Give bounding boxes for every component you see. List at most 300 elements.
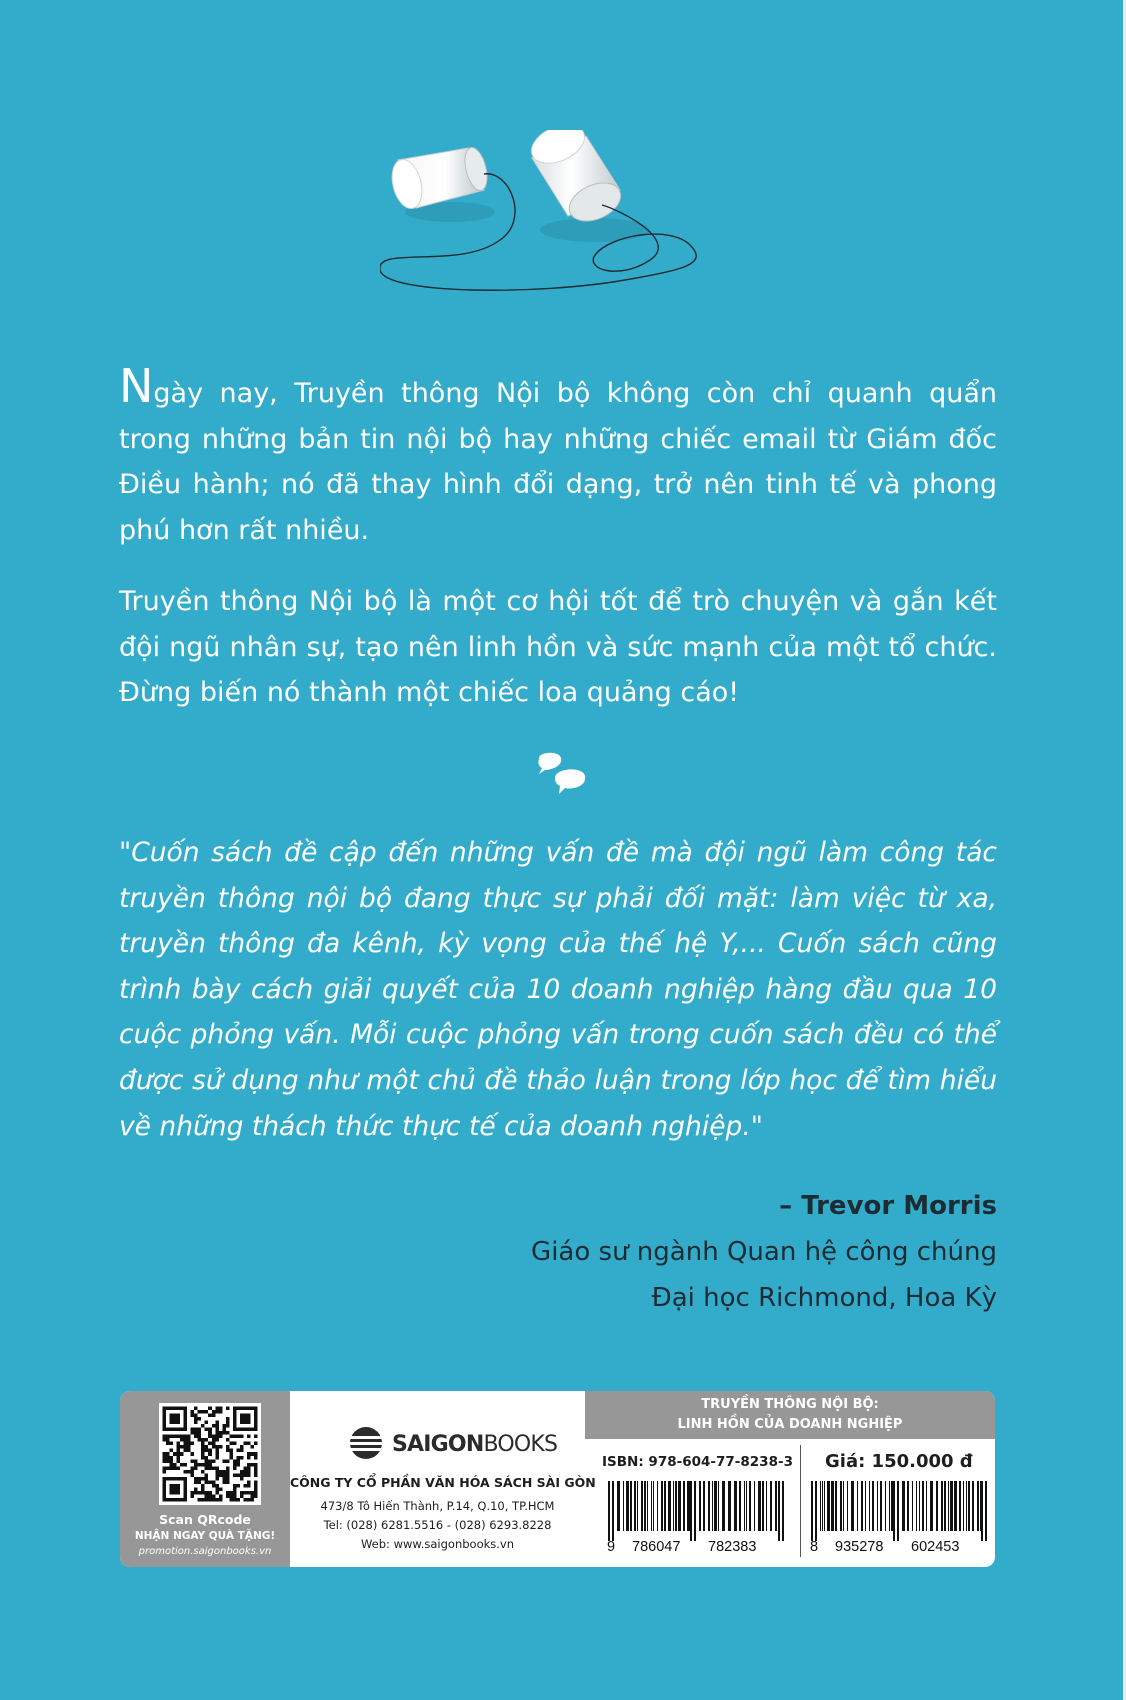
qr-module (194, 1417, 198, 1421)
qr-module (215, 1487, 219, 1491)
publisher-address: 473/8 Tô Hiến Thành, P.14, Q.10, TP.HCM (320, 1499, 555, 1513)
qr-module (240, 1435, 244, 1439)
barcode-bar (664, 1481, 666, 1531)
qr-module (170, 1442, 174, 1446)
qr-module (240, 1477, 244, 1481)
qr-module (254, 1466, 258, 1470)
publisher-info-box (120, 1391, 995, 1567)
qr-module (226, 1480, 230, 1484)
qr-module (236, 1498, 240, 1502)
qr-module (215, 1466, 219, 1470)
qr-module (226, 1438, 230, 1442)
barcode-guard-bar (690, 1481, 692, 1541)
qr-module (194, 1431, 198, 1435)
barcode-bar (835, 1481, 837, 1531)
qr-module (208, 1452, 212, 1456)
qr-module (247, 1480, 251, 1484)
qr-module (215, 1438, 219, 1442)
qr-module (198, 1410, 202, 1414)
barcode-guard-bar (782, 1481, 784, 1541)
qr-module (205, 1410, 209, 1414)
qr-module (205, 1477, 209, 1481)
qr-module (226, 1445, 230, 1449)
qr-module (254, 1487, 258, 1491)
qr-module (180, 1438, 184, 1442)
qr-module (201, 1491, 205, 1495)
book-title-line1: TRUYỀN THÔNG NỘI BỘ: (701, 1397, 879, 1412)
qr-module (198, 1480, 202, 1484)
qr-module (233, 1487, 237, 1491)
barcode-bar (948, 1481, 949, 1531)
barcode-bar (891, 1481, 893, 1531)
price-barcode-icon (805, 1481, 990, 1541)
qr-module (212, 1466, 216, 1470)
qr-module (170, 1463, 174, 1467)
qr-module (240, 1445, 244, 1449)
qr-module (247, 1452, 251, 1456)
qr-module (208, 1435, 212, 1439)
barcode-bar (766, 1481, 767, 1531)
qr-module (243, 1470, 247, 1474)
qr-module (194, 1477, 198, 1481)
qr-module (212, 1480, 216, 1484)
qr-module (212, 1414, 216, 1418)
qr-module (201, 1410, 205, 1414)
barcode-bar (936, 1481, 938, 1531)
qr-module (219, 1473, 223, 1477)
barcode-bar (683, 1481, 685, 1531)
qr-module (212, 1442, 216, 1446)
qr-module (212, 1410, 216, 1414)
barcode-bar (968, 1481, 970, 1531)
qr-module (194, 1491, 198, 1495)
qr-module (180, 1452, 184, 1456)
qr-module (222, 1424, 226, 1428)
qr-module (215, 1410, 219, 1414)
qr-module (208, 1466, 212, 1470)
barcode-bar (775, 1481, 777, 1531)
qr-module (236, 1449, 240, 1453)
barcode-guard-bar (811, 1481, 813, 1541)
qr-module (205, 1463, 209, 1467)
qr-module (184, 1470, 188, 1474)
qr-module (205, 1449, 209, 1453)
qr-module (215, 1470, 219, 1474)
qr-module (177, 1466, 181, 1470)
barcode-bar (653, 1481, 654, 1531)
qr-module (201, 1445, 205, 1449)
barcode-bar (831, 1481, 834, 1531)
barcode-bar (922, 1481, 924, 1531)
qr-module (173, 1466, 177, 1470)
qr-module (229, 1449, 233, 1453)
barcode-bar (728, 1481, 731, 1531)
barcode-bar (770, 1481, 772, 1531)
testimonial-quote: "Cuốn sách đề cập đến những vấn đề mà đội ngũ làm công tác truyền thông nội bộ đang thực sự phải đối mặt: làm việc từ xa, truyền thông đa kênh, kỳ vọng của thế hệ Y,... Cuốn sách cũng trình bày cách giải quyết của 10 doanh nghiệp hàng đầu qua 10 cuộc phỏng vấn. Mỗi cuộc phỏng vấn trong cuốn sách đều có thể được sử dụng như một chủ đề thảo luận trong lớp học để tìm hiểu về những thách thức thực tế của doanh nghiệp." (119, 837, 997, 1142)
qr-module (205, 1491, 209, 1495)
qr-module (187, 1445, 191, 1449)
qr-module (173, 1452, 177, 1456)
barcode-bar (744, 1481, 745, 1531)
qr-module (212, 1435, 216, 1439)
barcode-bar (861, 1481, 863, 1531)
barcode-bar (889, 1481, 890, 1531)
isbn-barcode-icon (602, 1481, 787, 1541)
barcode2-left-digits: 935278 (835, 1539, 884, 1555)
qr-module (254, 1491, 258, 1495)
barcode-bar (746, 1481, 747, 1531)
qr-module (208, 1449, 212, 1453)
isbn-label: ISBN: 978-604-77-8238-3 (602, 1454, 793, 1470)
qr-module (212, 1438, 216, 1442)
qr-module (198, 1438, 202, 1442)
qr-module (201, 1487, 205, 1491)
qr-module (177, 1445, 181, 1449)
qr-module (184, 1445, 188, 1449)
barcode-bar (869, 1481, 870, 1531)
qr-module (247, 1442, 251, 1446)
qr-module (166, 1459, 170, 1463)
qr-module (177, 1449, 181, 1453)
barcode-bar (754, 1481, 755, 1531)
qr-module (177, 1456, 181, 1460)
qr-module (194, 1480, 198, 1484)
qr-module (250, 1452, 254, 1456)
qr-module (226, 1421, 230, 1425)
qr-module (194, 1435, 198, 1439)
qr-module (226, 1407, 230, 1411)
qr-module (236, 1435, 240, 1439)
publisher-panel (290, 1391, 596, 1567)
qr-module (219, 1435, 223, 1439)
qr-module (208, 1428, 212, 1432)
qr-module (191, 1452, 195, 1456)
qr-module (191, 1470, 195, 1474)
qr-module (194, 1428, 198, 1432)
qr-module (187, 1438, 191, 1442)
qr-module (226, 1424, 230, 1428)
barcode-bar (822, 1481, 823, 1531)
logo-bold-text: SAIGON (392, 1432, 484, 1457)
qr-module (201, 1438, 205, 1442)
qr-module (219, 1431, 223, 1435)
qr-module (233, 1491, 237, 1495)
qr-module (236, 1456, 240, 1460)
barcode-bar (912, 1481, 913, 1531)
qr-module (247, 1484, 251, 1488)
qr-module (180, 1463, 184, 1467)
qr-module (163, 1466, 167, 1470)
qr-module (229, 1498, 233, 1502)
qr-module (229, 1456, 233, 1460)
qr-module (184, 1442, 188, 1446)
qr-module (191, 1494, 195, 1498)
qr-module (254, 1463, 258, 1467)
qr-finder-core (170, 1484, 181, 1495)
barcode-bar (941, 1481, 943, 1531)
qr-module (233, 1463, 237, 1467)
barcode-bar (885, 1481, 886, 1531)
qr-module (163, 1456, 167, 1460)
barcode1-lead-digit: 9 (607, 1539, 616, 1555)
barcode-bar (661, 1481, 663, 1531)
qr-module (166, 1466, 170, 1470)
barcode-bar (630, 1481, 632, 1531)
qr-module (208, 1491, 212, 1495)
qr-module (205, 1438, 209, 1442)
qr-module (201, 1470, 205, 1474)
qr-module (194, 1463, 198, 1467)
intro-paragraph-text: gày nay, Truyền thông Nội bộ không còn chỉ quanh quẩn trong những bản tin nội bộ hay những chiếc email từ Giám đốc Điều hành; nó đã thay hình đổi dạng, trở nên tinh tế và phong phú hơn rất nhiều. (119, 378, 997, 546)
qr-module (222, 1428, 226, 1432)
qr-module (205, 1428, 209, 1432)
barcode-bar (657, 1481, 658, 1531)
qr-module (187, 1449, 191, 1453)
barcode-bar (626, 1481, 629, 1531)
qr-panel (120, 1391, 290, 1567)
qr-scan-label: Scan QRcode (159, 1512, 251, 1527)
qr-module (194, 1487, 198, 1491)
qr-module (222, 1477, 226, 1481)
qr-module (243, 1484, 247, 1488)
barcode-bar (749, 1481, 751, 1531)
barcode1-left-digits: 786047 (632, 1539, 681, 1555)
qr-module (247, 1498, 251, 1502)
qr-module (243, 1442, 247, 1446)
qr-module (198, 1477, 202, 1481)
qr-module (198, 1431, 202, 1435)
qr-module (198, 1417, 202, 1421)
barcode-bar (714, 1481, 717, 1531)
qr-module (219, 1498, 223, 1502)
qr-module (191, 1431, 195, 1435)
qr-module (233, 1435, 237, 1439)
barcode-bar (865, 1481, 866, 1531)
qr-module (208, 1459, 212, 1463)
qr-module (226, 1473, 230, 1477)
barcode-bar (687, 1481, 690, 1531)
barcode-bar (907, 1481, 909, 1531)
qr-module (163, 1459, 167, 1463)
qr-module (177, 1435, 181, 1439)
barcode-bar (827, 1481, 830, 1531)
qr-module (247, 1473, 251, 1477)
qr-module (166, 1435, 170, 1439)
qr-module (180, 1445, 184, 1449)
barcode-bar (647, 1481, 648, 1531)
barcode-bar (678, 1481, 681, 1531)
qr-module (243, 1473, 247, 1477)
qr-module (254, 1484, 258, 1488)
qr-module (177, 1442, 181, 1446)
barcode-bar (718, 1481, 719, 1531)
barcode-bar (623, 1481, 624, 1531)
qr-module (219, 1445, 223, 1449)
qr-module (205, 1421, 209, 1425)
qr-module (240, 1449, 244, 1453)
barcode-bar (762, 1481, 764, 1531)
barcode-bar (675, 1481, 677, 1531)
qr-module (215, 1435, 219, 1439)
qr-module (184, 1438, 188, 1442)
qr-module (215, 1424, 219, 1428)
qr-module (247, 1463, 251, 1467)
qr-module (247, 1435, 251, 1439)
publisher-company: CÔNG TY CỔ PHẦN VĂN HÓA SÁCH SÀI GÒN (290, 1475, 596, 1490)
qr-module (250, 1498, 254, 1502)
qr-module (219, 1487, 223, 1491)
qr-module (208, 1480, 212, 1484)
divider (800, 1445, 801, 1557)
qr-module (233, 1473, 237, 1477)
qr-module (229, 1442, 233, 1446)
qr-module (254, 1452, 258, 1456)
qr-module (205, 1480, 209, 1484)
qr-module (194, 1466, 198, 1470)
barcode-bar (919, 1481, 920, 1531)
barcode-bar (644, 1481, 646, 1531)
publisher-web: Web: www.saigonbooks.vn (360, 1537, 515, 1551)
qr-module (184, 1449, 188, 1453)
qr-module (191, 1414, 195, 1418)
qr-module (250, 1494, 254, 1498)
qr-module (236, 1459, 240, 1463)
qr-module (222, 1480, 226, 1484)
qr-module (212, 1424, 216, 1428)
barcode-guard-bar (694, 1481, 696, 1541)
qr-url-label: promotion.saigonbooks.vn (138, 1546, 272, 1557)
qr-module (229, 1452, 233, 1456)
barcode-bar (950, 1481, 953, 1531)
qr-module (240, 1470, 244, 1474)
qr-module (236, 1473, 240, 1477)
barcode-guard-bar (893, 1481, 895, 1541)
book-info-panel (585, 1391, 995, 1567)
qr-module (191, 1473, 195, 1477)
qr-module (243, 1491, 247, 1495)
qr-module (236, 1484, 240, 1488)
qr-module (243, 1498, 247, 1502)
qr-module (226, 1477, 230, 1481)
qr-module (254, 1442, 258, 1446)
qr-module (226, 1470, 230, 1474)
qr-module (254, 1480, 258, 1484)
qr-module (222, 1470, 226, 1474)
qr-module (215, 1431, 219, 1435)
barcode-bar (712, 1481, 713, 1531)
qr-module (187, 1435, 191, 1439)
qr-module (215, 1449, 219, 1453)
barcode-bar (926, 1481, 927, 1531)
qr-module (233, 1442, 237, 1446)
qr-module (180, 1435, 184, 1439)
barcode-guard-bar (778, 1481, 780, 1541)
qr-module (177, 1459, 181, 1463)
qr-module (198, 1428, 202, 1432)
qr-module (201, 1449, 205, 1453)
qr-module (184, 1463, 188, 1467)
qr-module (215, 1456, 219, 1460)
quote-author: – Trevor Morris (779, 1191, 997, 1221)
barcode-bar (944, 1481, 946, 1531)
qr-module (215, 1445, 219, 1449)
barcode-bar (963, 1481, 964, 1531)
qr-module (233, 1484, 237, 1488)
qr-module (166, 1438, 170, 1442)
qr-module (219, 1470, 223, 1474)
qr-module (229, 1435, 233, 1439)
barcode-bar (977, 1481, 979, 1531)
barcode1-right-digits: 782383 (708, 1539, 757, 1555)
qr-module (212, 1484, 216, 1488)
barcode2-right-digits: 602453 (911, 1539, 960, 1555)
barcode-bar (820, 1481, 821, 1531)
barcode-guard-bar (815, 1481, 817, 1541)
qr-module (247, 1456, 251, 1460)
barcode-bar (872, 1481, 874, 1531)
qr-module (250, 1491, 254, 1495)
barcode-bar (708, 1481, 710, 1531)
barcode-bar (930, 1481, 933, 1531)
barcode-guard-bar (985, 1481, 987, 1541)
qr-module (212, 1498, 216, 1502)
qr-module (212, 1494, 216, 1498)
qr-module (208, 1414, 212, 1418)
tin-can-phone-icon (380, 130, 770, 320)
qr-module (215, 1452, 219, 1456)
qr-module (240, 1494, 244, 1498)
qr-module (226, 1431, 230, 1435)
qr-module (205, 1445, 209, 1449)
qr-module (233, 1459, 237, 1463)
barcode2-lead-digit: 8 (810, 1539, 819, 1555)
qr-module (215, 1484, 219, 1488)
qr-module (191, 1459, 195, 1463)
qr-module (236, 1463, 240, 1467)
qr-module (205, 1466, 209, 1470)
qr-finder-core (170, 1414, 181, 1425)
qr-module (170, 1456, 174, 1460)
barcode-bar (954, 1481, 957, 1531)
qr-module (215, 1407, 219, 1411)
qr-module (201, 1452, 205, 1456)
qr-module (194, 1421, 198, 1425)
barcode-bar (641, 1481, 643, 1531)
barcode-bar (617, 1481, 620, 1531)
intro-paragraph (119, 359, 997, 553)
drop-cap: N (119, 359, 154, 413)
qr-module (208, 1463, 212, 1467)
qr-module (208, 1431, 212, 1435)
qr-module (170, 1435, 174, 1439)
qr-module (198, 1491, 202, 1495)
qr-module (191, 1410, 195, 1414)
barcode-bar (673, 1481, 674, 1531)
qr-module (219, 1410, 223, 1414)
qr-module (208, 1494, 212, 1498)
speech-bubbles-icon (535, 750, 590, 795)
qr-module (208, 1442, 212, 1446)
qr-module (191, 1491, 195, 1495)
qr-module (250, 1445, 254, 1449)
qr-module (250, 1463, 254, 1467)
qr-module (177, 1452, 181, 1456)
book-title-line2: LINH HỒN CỦA DOANH NGHIỆP (677, 1417, 903, 1432)
qr-code-icon[interactable] (159, 1403, 261, 1505)
logo-light-text: BOOKS (483, 1432, 558, 1457)
qr-module (254, 1435, 258, 1439)
author-role: Giáo sư ngành Quan hệ công chúng (531, 1237, 997, 1267)
